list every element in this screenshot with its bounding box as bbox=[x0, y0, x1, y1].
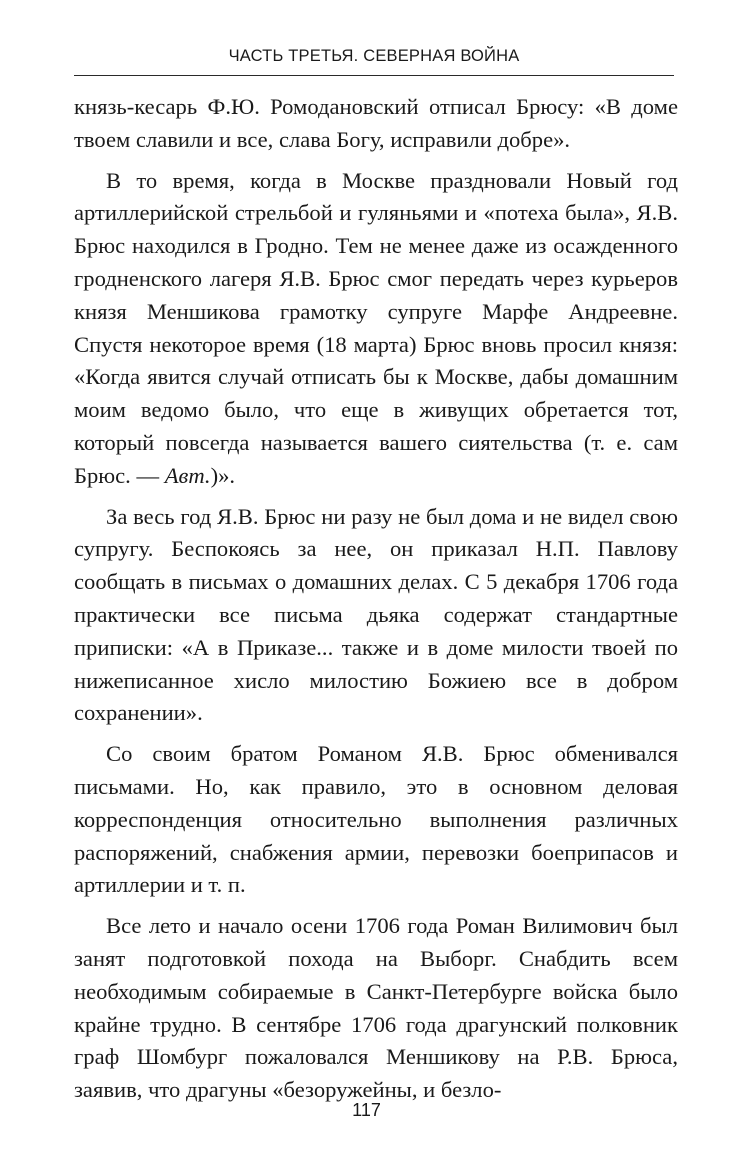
paragraph-continuation: князь-кесарь Ф.Ю. Ромодановский отписал Брюсу: «В доме твоем славили и все, слава Богу, исправили добре». bbox=[74, 94, 678, 152]
paragraph-text: В то время, когда в Москве праздновали Новый год артиллерийской стрельбой и гуляньями и «потеха была», Я.В. Брюс находился в Гродно. Тем не менее даже из осажденного гродненского лагеря Я.В. Брюс смог передать через курьеров князя Меншикова грамотку супруге Марфе Андреевне. Спустя некоторое время (18 марта) Брюс вновь просил князя: «Когда явится случай отписать бы к Москве, дабы домашним моим ведомо было, что еще в живущих обретается тот, который повсегда называется вашего сиятельства (т. е. сам Брюс. — bbox=[74, 167, 678, 488]
paragraph: Все лето и начало осени 1706 года Роман Вилимович был занят подготовкой похода на Выборг. Снабдить всем необходимым собираемые в Санкт-Петербурге войска было крайне трудно. В сентябре 1706 года драгунский полковник граф Шомбург пожаловался Меншикову на Р.В. Брюса, заявив, что драгуны «безоружейны, и безло- bbox=[74, 913, 678, 1103]
paragraph bbox=[74, 165, 678, 493]
paragraph: Со своим братом Романом Я.В. Брюс обменивался письмами. Но, как правило, это в основном деловая корреспонденция относительно выполнения различных распоряжений, снабжения армии, перевозки боеприпасов и артиллерии и т. п. bbox=[74, 741, 678, 898]
paragraph-closing: )». bbox=[210, 462, 236, 488]
paragraph: За весь год Я.В. Брюс ни разу не был дома и не видел свою супругу. Беспокоясь за нее, он приказал Н.П. Павлову сообщать в письмах о домашних делах. С 5 декабря 1706 года практически все письма дьяка содержат стандартные приписки: «А в Приказе... также и в доме милости твоей по нижеписанное хисло милостию Божиею все в добром сохранении». bbox=[74, 503, 678, 726]
author-abbreviation: Авт. bbox=[164, 462, 211, 488]
body-text bbox=[74, 91, 678, 1115]
page-number: 117 bbox=[352, 1100, 381, 1120]
header-rule bbox=[74, 75, 674, 76]
running-header-title: ЧАСТЬ ТРЕТЬЯ. СЕВЕРНАЯ ВОЙНА bbox=[228, 47, 520, 65]
